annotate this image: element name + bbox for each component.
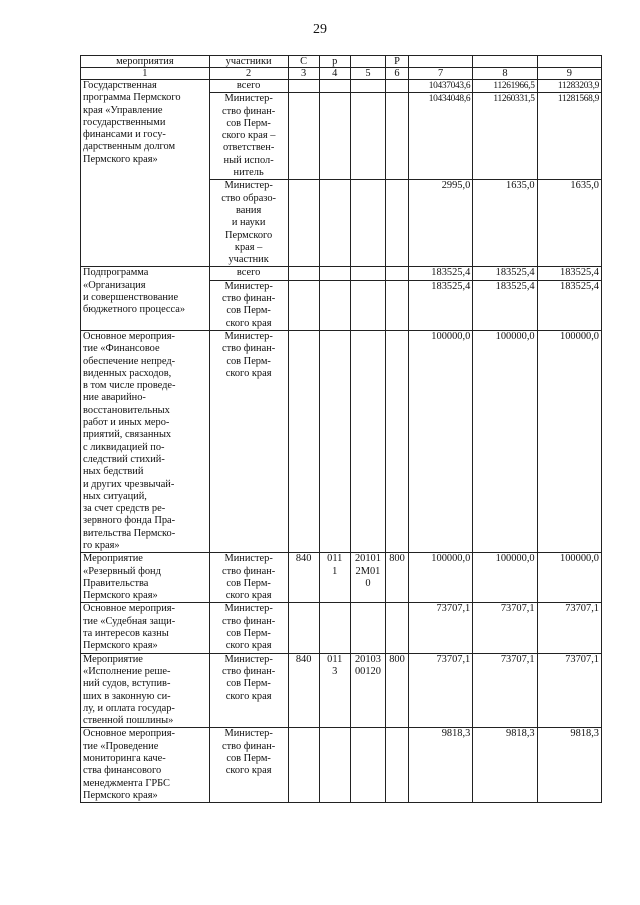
code-cell (319, 180, 350, 267)
participant-cell: Министер- ство финан- сов Перм- ского края (209, 280, 288, 330)
participant-cell: Министер- ство финан- сов Перм- ского края (209, 553, 288, 603)
header-cell: С (288, 56, 319, 68)
amount-cell: 100000,0 (537, 553, 601, 603)
header-cell (537, 56, 601, 68)
code-cell (386, 280, 409, 330)
activity-cell: Основное мероприя- тие «Проведение мониторинга каче- ства финансового менеджмента ГРБС Пермского края» (81, 728, 210, 803)
activity-cell: Основное мероприя- тие «Судебная защи- та интересов казны Пермского края» (81, 603, 210, 653)
amount-cell: 11283203,9 (537, 80, 601, 93)
amount-cell: 100000,0 (408, 553, 472, 603)
amount-cell: 9818,3 (408, 728, 472, 803)
amount-cell: 11281568,9 (537, 93, 601, 180)
code-cell (319, 330, 350, 552)
code-cell (350, 330, 385, 552)
page-number: 29 (313, 22, 327, 37)
header-cell: 1 (81, 68, 210, 80)
code-cell (288, 267, 319, 280)
amount-cell: 183525,4 (408, 267, 472, 280)
code-cell (288, 330, 319, 552)
participant-cell: всего (209, 80, 288, 93)
amount-cell: 183525,4 (408, 280, 472, 330)
code-cell (386, 330, 409, 552)
code-cell (288, 280, 319, 330)
table-row (81, 80, 602, 93)
amount-cell: 73707,1 (473, 653, 537, 728)
activity-cell: Мероприятие «Исполнение реше- ний судов, вступив- ших в законную си- лу, и оплата государ- ственной пошлины» (81, 653, 210, 728)
header-cell (473, 56, 537, 68)
participant-cell: Министер- ство финан- сов Перм- ского края (209, 603, 288, 653)
code-cell: 800 (386, 553, 409, 603)
code-cell (319, 280, 350, 330)
participant-cell: всего (209, 267, 288, 280)
amount-cell: 10434048,6 (408, 93, 472, 180)
participant-cell: Министер- ство финан- сов Перм- ского края – ответствен- ный испол- нитель (209, 93, 288, 180)
header-cell (408, 56, 472, 68)
code-cell (288, 93, 319, 180)
code-cell: 800 (386, 653, 409, 728)
code-cell (288, 728, 319, 803)
activity-cell: Мероприятие «Резервный фонд Правительства Пермского края» (81, 553, 210, 603)
amount-cell: 100000,0 (537, 330, 601, 552)
header-cell: 2 (209, 68, 288, 80)
amount-cell: 100000,0 (408, 330, 472, 552)
code-cell: 840 (288, 653, 319, 728)
header-cell (350, 56, 385, 68)
table-row (81, 267, 602, 280)
code-cell (386, 728, 409, 803)
amount-cell: 11260331,5 (473, 93, 537, 180)
code-cell (386, 603, 409, 653)
participant-cell: Министер- ство финан- сов Перм- ского края (209, 728, 288, 803)
amount-cell: 1635,0 (473, 180, 537, 267)
amount-cell: 100000,0 (473, 553, 537, 603)
amount-cell: 2995,0 (408, 180, 472, 267)
header-cell: участники (209, 56, 288, 68)
code-cell (288, 603, 319, 653)
code-cell: 840 (288, 553, 319, 603)
participant-cell: Министер- ство финан- сов Перм- ского края (209, 653, 288, 728)
header-cell: 5 (350, 68, 385, 80)
code-cell (386, 80, 409, 93)
code-cell (319, 267, 350, 280)
code-cell: 011 3 (319, 653, 350, 728)
header-cell: 4 (319, 68, 350, 80)
table-row (81, 728, 602, 803)
amount-cell: 100000,0 (473, 330, 537, 552)
code-cell (288, 180, 319, 267)
amount-cell: 183525,4 (473, 267, 537, 280)
header-cell: 6 (386, 68, 409, 80)
code-cell (319, 728, 350, 803)
code-cell (386, 267, 409, 280)
amount-cell: 11261966,5 (473, 80, 537, 93)
header-cell: 9 (537, 68, 601, 80)
amount-cell: 9818,3 (537, 728, 601, 803)
code-cell: 011 1 (319, 553, 350, 603)
amount-cell: 73707,1 (408, 603, 472, 653)
code-cell: 20103 00120 (350, 653, 385, 728)
header-cell: р (319, 56, 350, 68)
code-cell (350, 93, 385, 180)
code-cell (350, 80, 385, 93)
code-cell (319, 93, 350, 180)
code-cell (386, 180, 409, 267)
code-cell (350, 267, 385, 280)
header-cell: 8 (473, 68, 537, 80)
participant-cell: Министер- ство образо- вания и науки Пермского края – участник (209, 180, 288, 267)
header-cell: Р (386, 56, 409, 68)
amount-cell: 73707,1 (408, 653, 472, 728)
activity-cell: Подпрограмма «Организация и совершенствование бюджетного процесса» (81, 267, 210, 330)
code-cell (350, 280, 385, 330)
amount-cell: 73707,1 (537, 653, 601, 728)
code-cell (288, 80, 319, 93)
code-cell (319, 80, 350, 93)
budget-table (80, 55, 602, 803)
header-cell: 7 (408, 68, 472, 80)
code-cell (350, 603, 385, 653)
amount-cell: 183525,4 (537, 267, 601, 280)
participant-cell: Министер- ство финан- сов Перм- ского края (209, 330, 288, 552)
header-cell: мероприятия (81, 56, 210, 68)
header-row (81, 56, 602, 68)
amount-cell: 9818,3 (473, 728, 537, 803)
table-row (81, 330, 602, 552)
amount-cell: 10437043,6 (408, 80, 472, 93)
amount-cell: 73707,1 (537, 603, 601, 653)
table-row (81, 553, 602, 603)
code-cell: 20101 2М01 0 (350, 553, 385, 603)
amount-cell: 183525,4 (473, 280, 537, 330)
activity-cell: Государственная программа Пермского края «Управление государственными финансами и госу- дарственным долгом Пермского края» (81, 80, 210, 267)
amount-cell: 73707,1 (473, 603, 537, 653)
code-cell (350, 728, 385, 803)
amount-cell: 1635,0 (537, 180, 601, 267)
table-row (81, 603, 602, 653)
table-row (81, 653, 602, 728)
code-cell (319, 603, 350, 653)
code-cell (386, 93, 409, 180)
header-cell: 3 (288, 68, 319, 80)
activity-cell: Основное мероприя- тие «Финансовое обеспечение непред- виденных расходов, в том числе проведе- ние аварийно- восстановительных работ и иных меро- приятий, связанных с ликвидацией по- следствий стихий- ных бедствий и других чрезвычай- ных ситуаций, за счет средств ре- зервного фонда Пра- вительства Пермско- го края» (81, 330, 210, 552)
header-row (81, 68, 602, 80)
code-cell (350, 180, 385, 267)
amount-cell: 183525,4 (537, 280, 601, 330)
